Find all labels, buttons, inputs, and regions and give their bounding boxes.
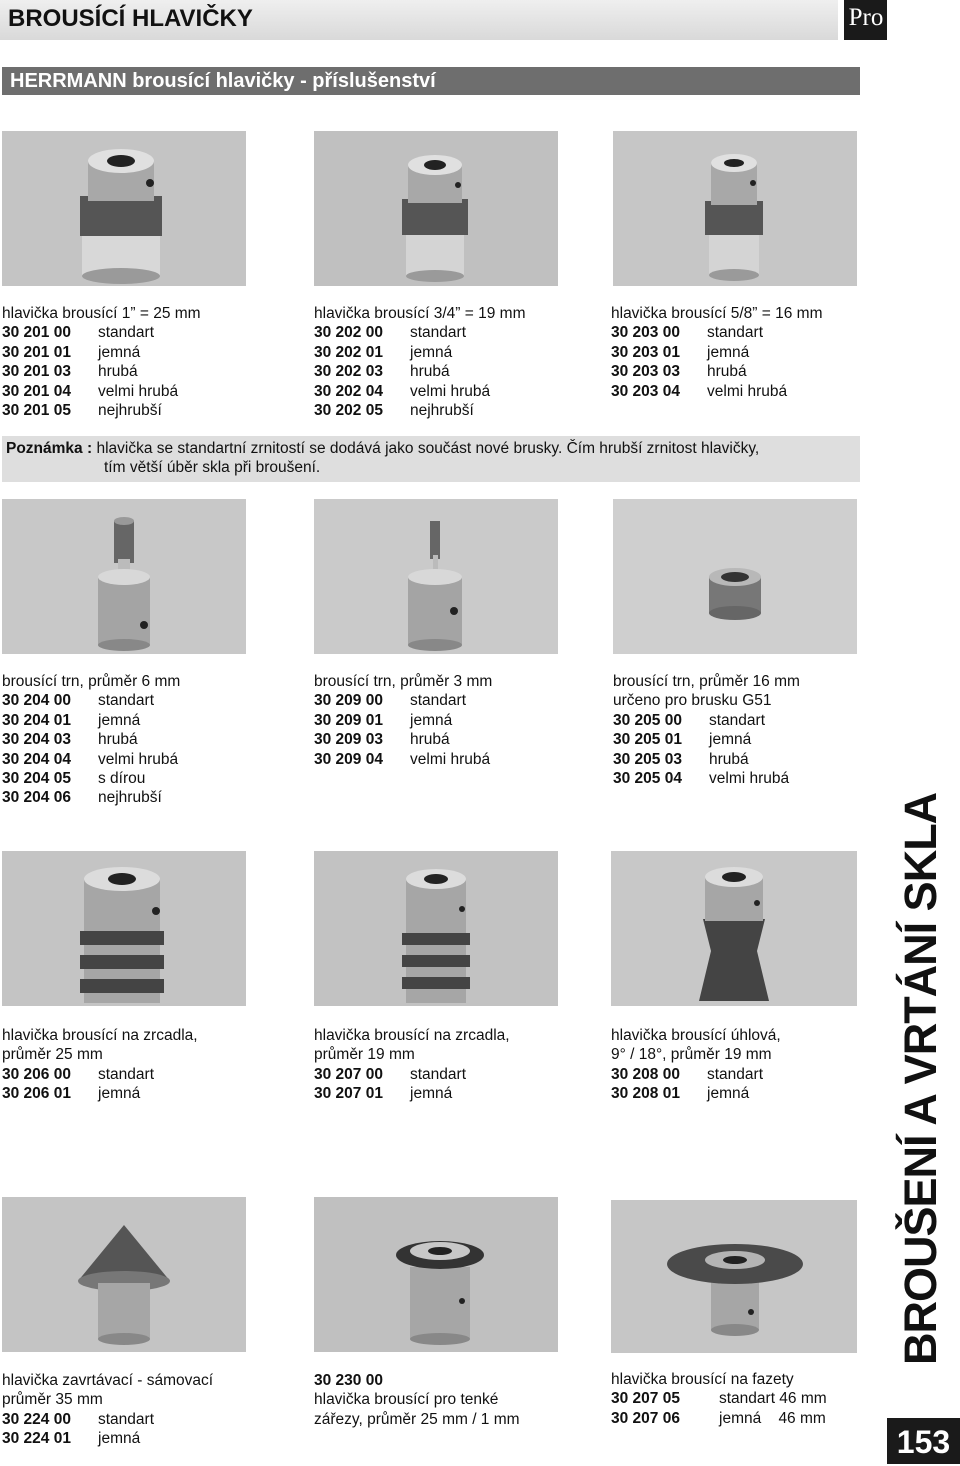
product-row: 30 206 00 standart <box>2 1065 155 1083</box>
product-row: 30 208 01 jemná <box>611 1085 750 1103</box>
product-photo-p2 <box>314 131 558 286</box>
product-row: 30 207 00 standart <box>314 1065 467 1083</box>
product-caption-p1 <box>2 304 292 420</box>
product-row: 30 204 03 hrubá <box>2 731 138 749</box>
product-photo-p1 <box>2 131 246 286</box>
note-label: Poznámka : <box>6 440 93 457</box>
product-caption-p10 <box>2 1371 292 1449</box>
product-caption-p9 <box>611 1026 901 1104</box>
product-row: 30 203 03 hrubá <box>611 363 747 381</box>
product-row: 30 224 01 jemná <box>2 1430 141 1448</box>
product-title: hlavička brousící pro tenké <box>314 1391 499 1409</box>
product-photo-p6 <box>613 499 857 654</box>
product-row: 30 202 00 standart <box>314 324 467 342</box>
product-subtitle: zářezy, průměr 25 mm / 1 mm <box>314 1410 520 1428</box>
product-row: 30 202 04 velmi hrubá <box>314 382 491 400</box>
product-photo-p9 <box>611 851 857 1006</box>
product-row: 30 201 00 standart <box>2 324 155 342</box>
mandrel-3mm-image <box>314 499 558 654</box>
product-row: 30 203 00 standart <box>611 324 764 342</box>
product-caption-p4 <box>2 672 292 808</box>
product-photo-p11 <box>314 1197 558 1352</box>
note-line1: hlavička se standartní zrnitostí se dodává jako součást nové brusky. Čím hrubší zrnitost hlavičky, <box>96 440 760 457</box>
product-row: 30 202 05 nejhrubší <box>314 402 474 420</box>
product-row: 30 209 03 hrubá <box>314 731 450 749</box>
mirror-head-19mm-image <box>314 851 558 1006</box>
logo-box: Pro <box>844 0 888 40</box>
product-subtitle: průměr 35 mm <box>2 1391 103 1409</box>
product-row: 30 204 00 standart <box>2 692 155 710</box>
product-title: hlavička brousící úhlová, <box>611 1027 781 1044</box>
product-caption-p12 <box>611 1370 901 1428</box>
product-row: 30 204 01 jemná <box>2 711 141 729</box>
product-row: 30 205 03 hrubá <box>613 750 749 768</box>
product-subtitle: průměr 25 mm <box>2 1046 103 1064</box>
product-row: 30 204 06 nejhrubší <box>2 789 162 807</box>
page-title: BROUSÍCÍ HLAVIČKY <box>8 5 253 32</box>
product-row: 30 202 01 jemná <box>314 343 453 361</box>
product-caption-p7 <box>2 1026 292 1104</box>
product-row: 30 207 05 standart 46 mm <box>611 1390 827 1408</box>
product-title: hlavička brousící 3/4” = 19 mm <box>314 305 526 322</box>
product-row: 30 224 00 standart <box>2 1410 155 1428</box>
product-photo-p4 <box>2 499 246 654</box>
product-title: hlavička zavrtávací - sámovací <box>2 1372 214 1389</box>
page-number: 153 <box>887 1418 960 1464</box>
product-caption-p3 <box>611 304 901 401</box>
product-title: brousící trn, průměr 3 mm <box>314 673 493 690</box>
subheader-bar <box>2 67 860 95</box>
product-title: hlavička brousící na zrcadla, <box>314 1027 510 1044</box>
product-caption-p11 <box>314 1371 604 1429</box>
product-caption-p8 <box>314 1026 604 1104</box>
product-row: 30 203 04 velmi hrubá <box>611 382 788 400</box>
product-row: 30 201 05 nejhrubší <box>2 402 162 420</box>
product-title: brousící trn, průměr 6 mm <box>2 673 181 690</box>
mandrel-16mm-image <box>613 499 857 654</box>
product-row: 30 209 01 jemná <box>314 711 453 729</box>
header-bar <box>0 0 838 40</box>
product-row: 30 209 00 standart <box>314 692 467 710</box>
product-title: hlavička brousící na zrcadla, <box>2 1027 198 1044</box>
thin-groove-head-image <box>314 1197 558 1352</box>
product-row: 30 202 03 hrubá <box>314 363 450 381</box>
product-row: 30 208 00 standart <box>611 1065 764 1083</box>
product-caption-p5 <box>314 672 604 769</box>
product-caption-p6 <box>613 672 903 788</box>
note-line2: tím větší úběr skla při broušení. <box>104 459 321 477</box>
product-subtitle: průměr 19 mm <box>314 1046 415 1064</box>
mirror-head-25mm-image <box>2 851 246 1006</box>
product-photo-p7 <box>2 851 246 1006</box>
product-title: hlavička brousící 1” = 25 mm <box>2 305 201 322</box>
bevel-head-image <box>611 1200 857 1353</box>
grinding-head-16mm-image <box>613 131 857 286</box>
product-code: 30 230 00 <box>314 1372 383 1389</box>
product-row: 30 201 03 hrubá <box>2 363 138 381</box>
product-photo-p3 <box>613 131 857 286</box>
product-subtitle: 9° / 18°, průměr 19 mm <box>611 1046 772 1064</box>
product-row: 30 204 05 s dírou <box>2 770 146 788</box>
section-title: HERRMANN brousící hlavičky - příslušenství <box>10 70 436 92</box>
sidebar-title: BROUŠENÍ A VRTÁNÍ SKLA <box>895 792 946 1365</box>
product-row: 30 201 04 velmi hrubá <box>2 382 179 400</box>
product-row: 30 201 01 jemná <box>2 343 141 361</box>
product-row: 30 205 00 standart <box>613 711 766 729</box>
product-row: 30 206 01 jemná <box>2 1085 141 1103</box>
note-bar <box>2 436 860 482</box>
product-row: 30 209 04 velmi hrubá <box>314 750 491 768</box>
product-row: 30 205 01 jemná <box>613 731 752 749</box>
product-caption-p2 <box>314 304 604 420</box>
product-photo-p10 <box>2 1197 246 1352</box>
product-title: hlavička brousící 5/8” = 16 mm <box>611 305 823 322</box>
product-photo-p5 <box>314 499 558 654</box>
product-row: 30 205 04 velmi hrubá <box>613 770 790 788</box>
product-row: 30 204 04 velmi hrubá <box>2 750 179 768</box>
product-photo-p12 <box>611 1200 857 1353</box>
mandrel-6mm-image <box>2 499 246 654</box>
product-row: 30 207 06 jemná 46 mm <box>611 1409 826 1427</box>
product-photo-p8 <box>314 851 558 1006</box>
note <box>6 439 856 478</box>
product-row: 30 207 01 jemná <box>314 1085 453 1103</box>
angle-head-19mm-image <box>611 851 857 1006</box>
grinding-head-19mm-image <box>314 131 558 286</box>
product-subtitle: určeno pro brusku G51 <box>613 692 772 710</box>
product-row: 30 203 01 jemná <box>611 343 750 361</box>
product-title: hlavička brousící na fazety <box>611 1371 794 1388</box>
grinding-head-25mm-image <box>2 131 246 286</box>
product-title: brousící trn, průměr 16 mm <box>613 673 800 690</box>
countersink-head-image <box>2 1197 246 1352</box>
